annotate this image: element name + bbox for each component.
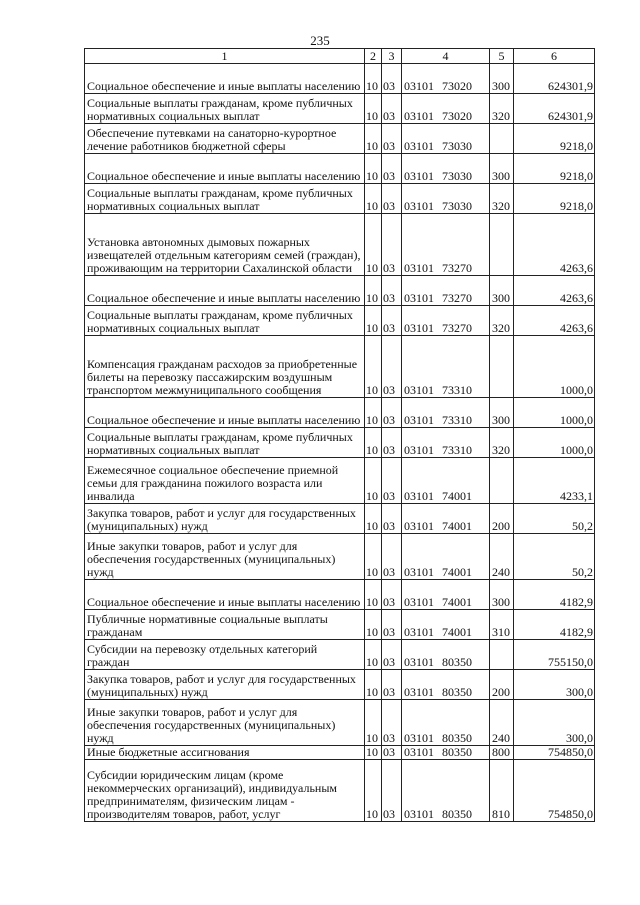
section-code: 10 — [365, 760, 382, 822]
program-code: 03101 — [404, 807, 434, 821]
subsection-code: 03 — [382, 534, 402, 580]
section-code: 10 — [365, 184, 382, 214]
header-cell: 3 — [382, 49, 402, 64]
expense-type-code — [490, 214, 514, 276]
section-code: 10 — [365, 154, 382, 184]
row-name: Закупка товаров, работ и услуг для государственных (муниципальных) нужд — [85, 504, 365, 534]
subsection-code: 03 — [382, 154, 402, 184]
target-article-code — [402, 154, 490, 184]
table-row — [85, 306, 595, 336]
direction-code: 73310 — [442, 413, 472, 427]
table-row — [85, 214, 595, 276]
section-code: 10 — [365, 640, 382, 670]
direction-code: 73030 — [442, 169, 472, 183]
program-code: 03101 — [404, 443, 434, 457]
section-code: 10 — [365, 746, 382, 760]
section-code: 10 — [365, 670, 382, 700]
expense-type-code: 240 — [490, 534, 514, 580]
header-cell: 4 — [402, 49, 490, 64]
direction-code: 73270 — [442, 291, 472, 305]
row-name: Социальное обеспечение и иные выплаты населению — [85, 64, 365, 94]
row-name: Субсидии юридическим лицам (кроме некоммерческих организаций), индивидуальным предпринимателям, физическим лицам - производителям товаров, работ, услуг — [85, 760, 365, 822]
amount: 4263,6 — [514, 214, 595, 276]
table-row — [85, 534, 595, 580]
section-code: 10 — [365, 610, 382, 640]
subsection-code: 03 — [382, 670, 402, 700]
expense-type-code: 320 — [490, 306, 514, 336]
subsection-code: 03 — [382, 94, 402, 124]
section-code: 10 — [365, 580, 382, 610]
row-name: Закупка товаров, работ и услуг для государственных (муниципальных) нужд — [85, 670, 365, 700]
expense-type-code: 200 — [490, 504, 514, 534]
subsection-code: 03 — [382, 428, 402, 458]
row-name: Иные закупки товаров, работ и услуг для обеспечения государственных (муниципальных) нужд — [85, 700, 365, 746]
budget-table — [84, 48, 595, 822]
subsection-code: 03 — [382, 504, 402, 534]
table-row — [85, 504, 595, 534]
target-article-code — [402, 336, 490, 398]
section-code: 10 — [365, 458, 382, 504]
target-article-code — [402, 64, 490, 94]
subsection-code: 03 — [382, 610, 402, 640]
table-row — [85, 94, 595, 124]
expense-type-code — [490, 458, 514, 504]
amount: 4182,9 — [514, 580, 595, 610]
program-code: 03101 — [404, 321, 434, 335]
target-article-code — [402, 640, 490, 670]
amount: 4182,9 — [514, 610, 595, 640]
program-code: 03101 — [404, 109, 434, 123]
target-article-code — [402, 94, 490, 124]
target-article-code — [402, 670, 490, 700]
direction-code: 73030 — [442, 139, 472, 153]
program-code: 03101 — [404, 595, 434, 609]
row-name: Ежемесячное социальное обеспечение приемной семьи для гражданина пожилого возраста или инвалида — [85, 458, 365, 504]
target-article-code — [402, 700, 490, 746]
target-article-code — [402, 428, 490, 458]
target-article-code — [402, 306, 490, 336]
table-row — [85, 276, 595, 306]
subsection-code: 03 — [382, 214, 402, 276]
direction-code: 74001 — [442, 595, 472, 609]
row-name: Установка автономных дымовых пожарных извещателей отдельным категориям семей (граждан), проживающим на территории Сахалинской области — [85, 214, 365, 276]
amount: 1000,0 — [514, 428, 595, 458]
row-name: Иные бюджетные ассигнования — [85, 746, 365, 760]
expense-type-code: 300 — [490, 276, 514, 306]
subsection-code: 03 — [382, 276, 402, 306]
subsection-code: 03 — [382, 124, 402, 154]
table-row — [85, 458, 595, 504]
subsection-code: 03 — [382, 640, 402, 670]
amount: 50,2 — [514, 504, 595, 534]
row-name: Социальное обеспечение и иные выплаты населению — [85, 398, 365, 428]
row-name: Социальные выплаты гражданам, кроме публичных нормативных социальных выплат — [85, 184, 365, 214]
amount: 4263,6 — [514, 306, 595, 336]
table-row — [85, 670, 595, 700]
row-name: Социальные выплаты гражданам, кроме публичных нормативных социальных выплат — [85, 306, 365, 336]
target-article-code — [402, 534, 490, 580]
program-code: 03101 — [404, 139, 434, 153]
expense-type-code — [490, 336, 514, 398]
amount: 624301,9 — [514, 94, 595, 124]
subsection-code: 03 — [382, 64, 402, 94]
program-code: 03101 — [404, 565, 434, 579]
program-code: 03101 — [404, 169, 434, 183]
program-code: 03101 — [404, 745, 434, 759]
program-code: 03101 — [404, 413, 434, 427]
section-code: 10 — [365, 700, 382, 746]
table-row — [85, 124, 595, 154]
row-name: Социальное обеспечение и иные выплаты населению — [85, 276, 365, 306]
direction-code: 73270 — [442, 321, 472, 335]
direction-code: 73030 — [442, 199, 472, 213]
program-code: 03101 — [404, 731, 434, 745]
subsection-code: 03 — [382, 760, 402, 822]
subsection-code: 03 — [382, 746, 402, 760]
direction-code: 74001 — [442, 565, 472, 579]
direction-code: 80350 — [442, 745, 472, 759]
subsection-code: 03 — [382, 184, 402, 214]
program-code: 03101 — [404, 489, 434, 503]
direction-code: 80350 — [442, 685, 472, 699]
direction-code: 74001 — [442, 625, 472, 639]
amount: 4233,1 — [514, 458, 595, 504]
expense-type-code: 310 — [490, 610, 514, 640]
direction-code: 80350 — [442, 655, 472, 669]
table-row — [85, 580, 595, 610]
table-row — [85, 746, 595, 760]
section-code: 10 — [365, 336, 382, 398]
direction-code: 73020 — [442, 109, 472, 123]
subsection-code: 03 — [382, 580, 402, 610]
direction-code: 73310 — [442, 383, 472, 397]
target-article-code — [402, 504, 490, 534]
table-row — [85, 64, 595, 94]
table-header-row — [85, 49, 595, 64]
section-code: 10 — [365, 64, 382, 94]
section-code: 10 — [365, 428, 382, 458]
amount: 1000,0 — [514, 336, 595, 398]
target-article-code — [402, 458, 490, 504]
amount: 9218,0 — [514, 154, 595, 184]
header-cell: 5 — [490, 49, 514, 64]
program-code: 03101 — [404, 685, 434, 699]
expense-type-code — [490, 640, 514, 670]
table-row — [85, 428, 595, 458]
direction-code: 74001 — [442, 519, 472, 533]
section-code: 10 — [365, 504, 382, 534]
expense-type-code: 300 — [490, 580, 514, 610]
direction-code: 80350 — [442, 807, 472, 821]
expense-type-code: 320 — [490, 184, 514, 214]
amount: 4263,6 — [514, 276, 595, 306]
expense-type-code: 800 — [490, 746, 514, 760]
subsection-code: 03 — [382, 336, 402, 398]
amount: 50,2 — [514, 534, 595, 580]
table-row — [85, 336, 595, 398]
row-name: Социальное обеспечение и иные выплаты населению — [85, 154, 365, 184]
table-row — [85, 154, 595, 184]
direction-code: 80350 — [442, 731, 472, 745]
table-row — [85, 760, 595, 822]
amount: 754850,0 — [514, 760, 595, 822]
expense-type-code: 320 — [490, 94, 514, 124]
program-code: 03101 — [404, 291, 434, 305]
direction-code: 73310 — [442, 443, 472, 457]
target-article-code — [402, 760, 490, 822]
section-code: 10 — [365, 534, 382, 580]
target-article-code — [402, 276, 490, 306]
program-code: 03101 — [404, 625, 434, 639]
direction-code: 73020 — [442, 79, 472, 93]
target-article-code — [402, 398, 490, 428]
program-code: 03101 — [404, 383, 434, 397]
table-row — [85, 700, 595, 746]
section-code: 10 — [365, 398, 382, 428]
amount: 624301,9 — [514, 64, 595, 94]
row-name: Публичные нормативные социальные выплаты гражданам — [85, 610, 365, 640]
section-code: 10 — [365, 306, 382, 336]
table-row — [85, 640, 595, 670]
amount: 755150,0 — [514, 640, 595, 670]
target-article-code — [402, 214, 490, 276]
section-code: 10 — [365, 94, 382, 124]
amount: 754850,0 — [514, 746, 595, 760]
header-cell: 2 — [365, 49, 382, 64]
program-code: 03101 — [404, 79, 434, 93]
target-article-code — [402, 610, 490, 640]
amount: 9218,0 — [514, 124, 595, 154]
subsection-code: 03 — [382, 398, 402, 428]
program-code: 03101 — [404, 655, 434, 669]
direction-code: 73270 — [442, 261, 472, 275]
amount: 300,0 — [514, 670, 595, 700]
header-cell: 1 — [85, 49, 365, 64]
row-name: Иные закупки товаров, работ и услуг для обеспечения государственных (муниципальных) нужд — [85, 534, 365, 580]
target-article-code — [402, 124, 490, 154]
target-article-code — [402, 580, 490, 610]
row-name: Обеспечение путевками на санаторно-курортное лечение работников бюджетной сферы — [85, 124, 365, 154]
program-code: 03101 — [404, 199, 434, 213]
row-name: Социальные выплаты гражданам, кроме публичных нормативных социальных выплат — [85, 94, 365, 124]
amount: 1000,0 — [514, 398, 595, 428]
expense-type-code: 300 — [490, 154, 514, 184]
program-code: 03101 — [404, 519, 434, 533]
expense-type-code: 320 — [490, 428, 514, 458]
expense-type-code: 300 — [490, 64, 514, 94]
target-article-code — [402, 184, 490, 214]
section-code: 10 — [365, 124, 382, 154]
subsection-code: 03 — [382, 700, 402, 746]
expense-type-code: 200 — [490, 670, 514, 700]
expense-type-code: 240 — [490, 700, 514, 746]
direction-code: 74001 — [442, 489, 472, 503]
section-code: 10 — [365, 214, 382, 276]
header-cell: 6 — [514, 49, 595, 64]
subsection-code: 03 — [382, 458, 402, 504]
row-name: Субсидии на перевозку отдельных категорий граждан — [85, 640, 365, 670]
subsection-code: 03 — [382, 306, 402, 336]
row-name: Социальные выплаты гражданам, кроме публичных нормативных социальных выплат — [85, 428, 365, 458]
amount: 9218,0 — [514, 184, 595, 214]
section-code: 10 — [365, 276, 382, 306]
expense-type-code: 810 — [490, 760, 514, 822]
program-code: 03101 — [404, 261, 434, 275]
amount: 300,0 — [514, 700, 595, 746]
expense-type-code: 300 — [490, 398, 514, 428]
target-article-code — [402, 746, 490, 760]
page-number: 235 — [310, 33, 330, 48]
table-row — [85, 610, 595, 640]
table-row — [85, 398, 595, 428]
expense-type-code — [490, 124, 514, 154]
table-row — [85, 184, 595, 214]
row-name: Социальное обеспечение и иные выплаты населению — [85, 580, 365, 610]
row-name: Компенсация гражданам расходов за приобретенные билеты на перевозку пассажирским воздушным транспортом межмуниципального сообщения — [85, 336, 365, 398]
